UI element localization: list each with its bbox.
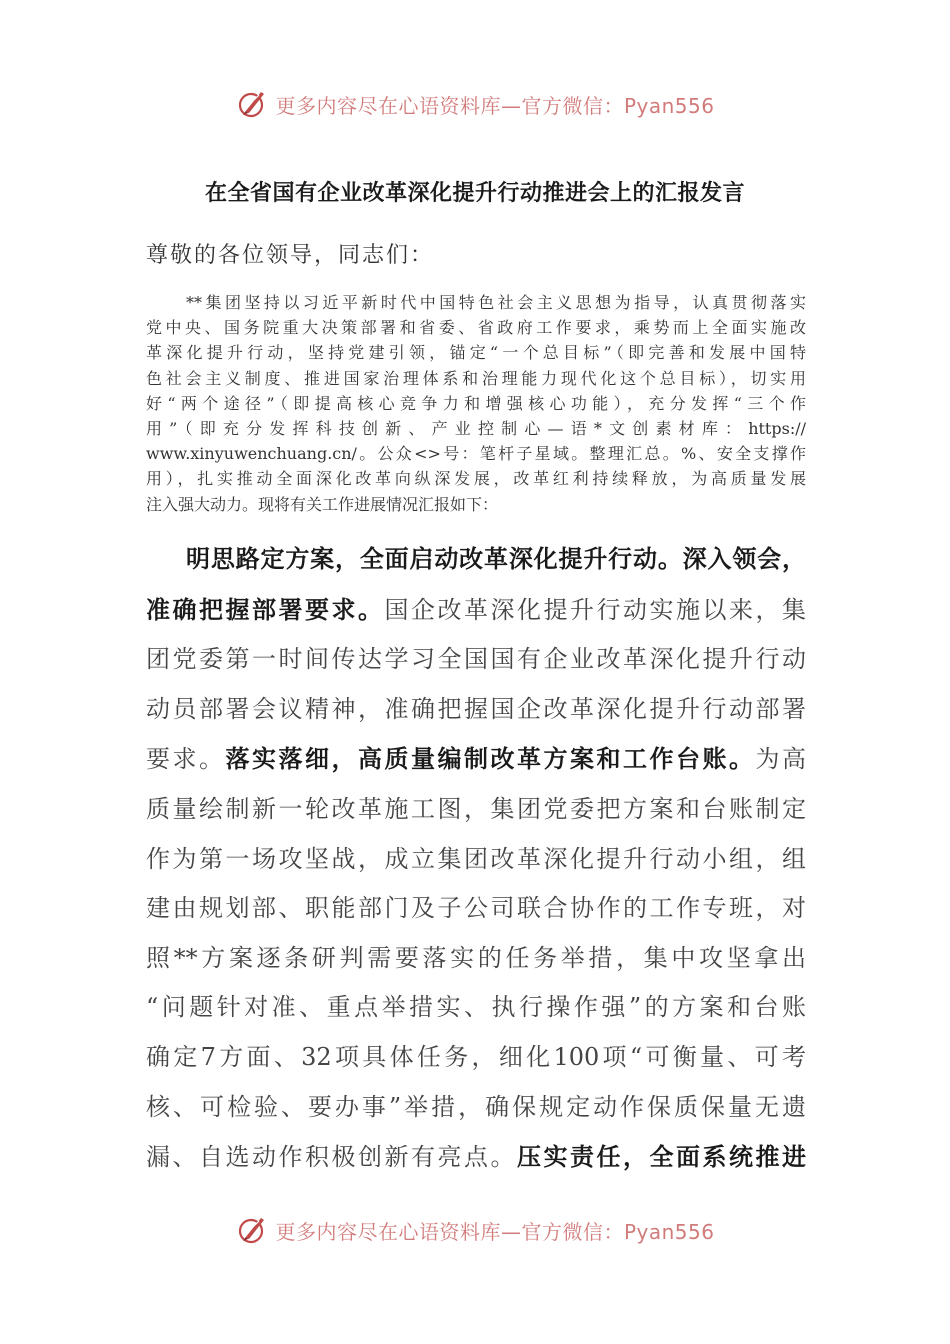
body-line: 核、可检验、要办事”举措，确保规定动作保质保量无遗 xyxy=(146,1092,806,1121)
body-text-segment: 漏、自选动作积极创新有亮点。 xyxy=(146,1143,517,1172)
body-line: 照**方案逐条研判需要落实的任务举措，集中攻坚拿出 xyxy=(146,943,806,972)
intro-line: 注入强大动力。现将有关工作进展情况汇报如下： xyxy=(146,494,499,514)
pen-feather-icon xyxy=(235,1212,271,1248)
body-text-segment: 国企改革深化提升行动实施以来，集 xyxy=(384,595,806,624)
body-text-segment: 为高 xyxy=(755,745,806,774)
body-line: 动员部署会议精神，准确把握国企改革深化提升行动部署 xyxy=(146,694,806,723)
banner-text: 更多内容尽在心语资料库—官方微信：Pyan556 xyxy=(275,93,715,118)
body-line xyxy=(146,534,806,585)
bold-heading: 落实落细，高质量编制改革方案和工作台账。 xyxy=(225,744,756,774)
body-line: 质量绘制新一轮改革施工图，集团党委把方案和台账制定 xyxy=(146,794,806,823)
bold-heading: 准确把握部署要求。 xyxy=(146,594,385,624)
intro-line: **集团坚持以习近平新时代中国特色社会主义思想为指导，认真贯彻落实 xyxy=(186,293,806,312)
body-line xyxy=(146,1132,806,1183)
intro-line: 用），扎实推动全面深化改革向纵深发展，改革红利持续释放，为高质量发展 xyxy=(146,469,806,489)
document-title: 在全省国有企业改革深化提升行动推进会上的汇报发言 xyxy=(204,180,745,206)
salutation: 尊敬的各位领导，同志们： xyxy=(146,243,435,268)
body-text-segment: 要求。 xyxy=(146,745,226,774)
intro-line: 党中央、国务院重大决策部署和省委、省政府工作要求，乘势而上全面实施改 xyxy=(146,318,806,338)
body-line: “问题针对准、重点举措实、执行操作强”的方案和台账 xyxy=(146,993,806,1022)
body-line: 建由规划部、职能部门及子公司联合协作的工作专班，对 xyxy=(146,894,806,923)
intro-paragraph xyxy=(146,290,806,517)
banner-text: 更多内容尽在心语资料库—官方微信：Pyan556 xyxy=(275,1219,715,1244)
intro-line-url: www.xinyuwenchuang.cn/。公众<>号：笔杆子星域。整理汇总。%、安全支撑作 xyxy=(146,444,806,464)
intro-line: 好“两个途径”（即提高核心竞争力和增强核心功能），充分发挥“三个作 xyxy=(146,393,806,413)
intro-line: 用”（即充分发挥科技创新、产业控制心—语*文创素材库：https:// xyxy=(146,419,806,439)
intro-line: 革深化提升行动，坚持党建引领，锚定“一个总目标”（即完善和发展中国特 xyxy=(146,343,806,363)
body-line: 作为第一场攻坚战，成立集团改革深化提升行动小组，组 xyxy=(146,844,806,873)
body-line xyxy=(146,734,806,785)
pen-feather-icon xyxy=(235,86,271,122)
body-line: 团党委第一时间传达学习全国国有企业改革深化提升行动 xyxy=(146,645,806,674)
bold-heading: 压实责任，全面系统推进 xyxy=(517,1142,806,1172)
footer-banner xyxy=(0,1210,950,1250)
intro-line: 色社会主义制度、推进国家治理体系和治理能力现代化这个总目标），切实用 xyxy=(146,368,806,388)
body-line xyxy=(146,585,806,636)
header-banner xyxy=(0,84,950,124)
bold-heading: 明思路定方案，全面启动改革深化提升行动。深入领会， xyxy=(186,544,806,573)
body-paragraph xyxy=(146,534,806,1183)
body-line: 确定7方面、32项具体任务，细化100项“可衡量、可考 xyxy=(146,1042,806,1071)
